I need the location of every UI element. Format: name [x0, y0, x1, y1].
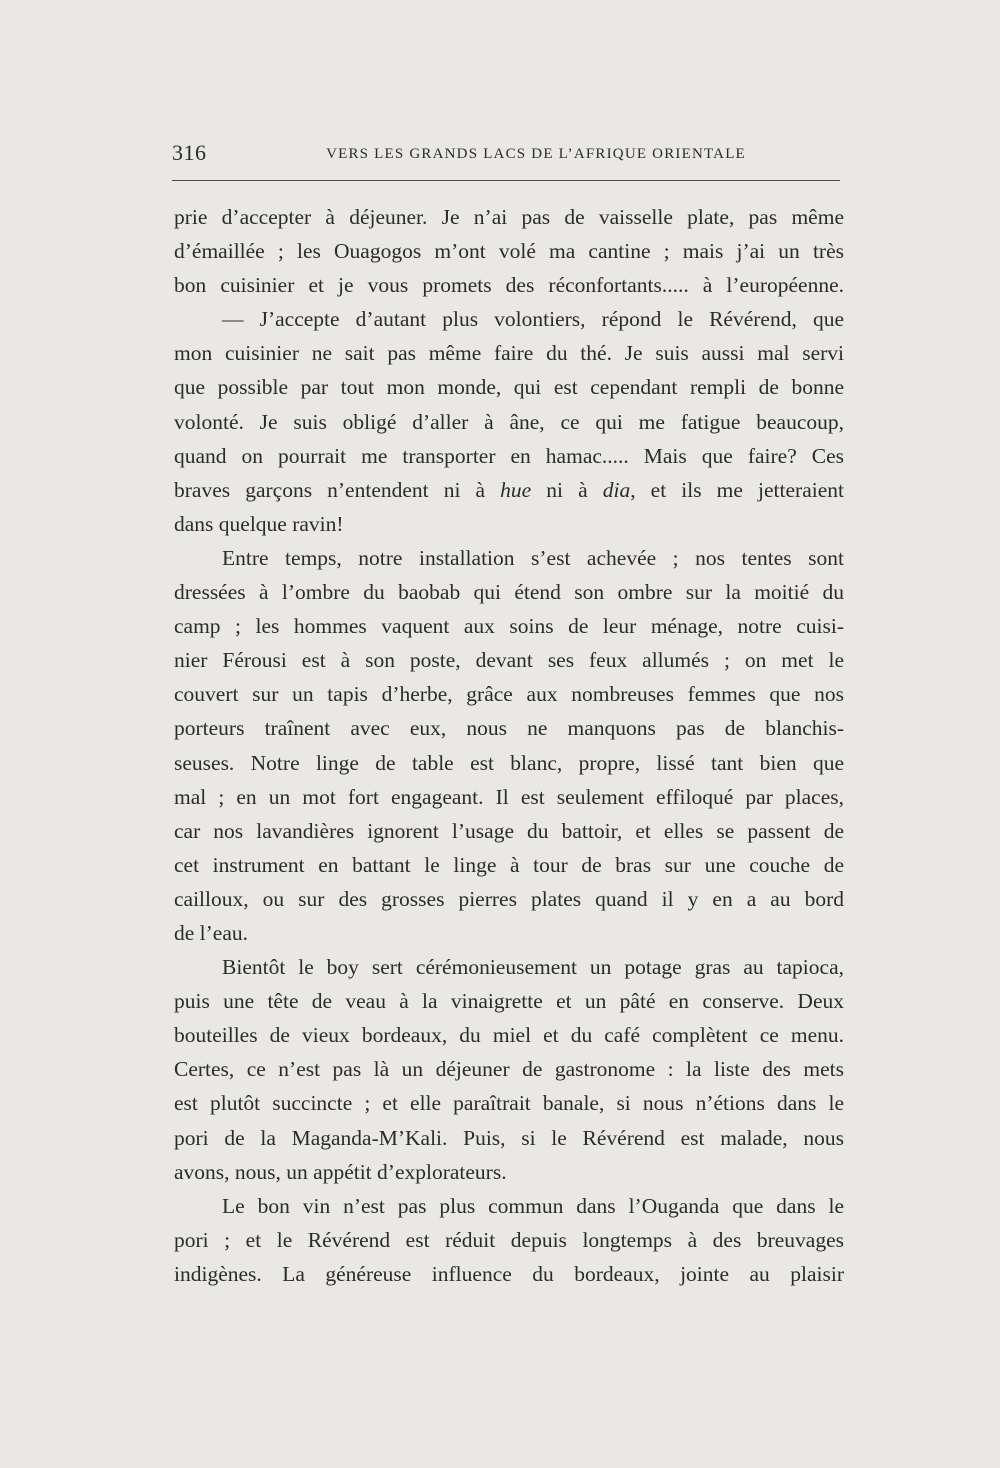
- text-line: quand on pourrait me transporter en hamac..... Mais que faire? Ces: [174, 443, 844, 468]
- italic-word: dia: [602, 477, 631, 502]
- text-line-with-italics: [174, 473, 844, 507]
- body-text: [174, 200, 844, 1291]
- text-line: — J’accepte d’autant plus volontiers, répond le Révérend, que: [222, 307, 844, 332]
- text-line: nier Férousi est à son poste, devant ses feux allumés ; on met le: [174, 648, 844, 673]
- text-fragment: ni à: [531, 477, 603, 502]
- text-line: volonté. Je suis obligé d’aller à âne, ce qui me fatigue beaucoup,: [174, 409, 844, 434]
- header-rule: [172, 180, 840, 181]
- text-line: camp ; les hommes vaquent aux soins de leur ménage, notre cuisi-: [174, 614, 844, 639]
- text-fragment: , et ils me jetteraient: [630, 477, 844, 502]
- running-head: VERS LES GRANDS LACS DE L’AFRIQUE ORIENTALE: [326, 146, 746, 162]
- text-line: dans quelque ravin!: [174, 511, 344, 536]
- text-line: mon cuisinier ne sait pas même faire du thé. Je suis aussi mal servi: [174, 341, 844, 366]
- text-line: porteurs traînent avec eux, nous ne manquons pas de blanchis-: [174, 716, 844, 741]
- page-header: [172, 138, 840, 168]
- text-fragment: braves garçons n’entendent ni à: [174, 477, 501, 502]
- text-line: cet instrument en battant le linge à tour de bras sur une couche de: [174, 852, 844, 877]
- italic-word: hue: [500, 477, 532, 502]
- text-line: Bientôt le boy sert cérémonieusement un potage gras au tapioca,: [222, 955, 844, 980]
- text-line: bon cuisinier et je vous promets des réconfortants..... à l’européenne.: [174, 273, 844, 298]
- text-line: mal ; en un mot fort engageant. Il est seulement effiloqué par places,: [174, 784, 844, 809]
- text-line: cailloux, ou sur des grosses pierres plates quand il y en a au bord: [174, 886, 844, 911]
- page-number: 316: [172, 140, 207, 165]
- text-line: avons, nous, un appétit d’explorateurs.: [174, 1159, 507, 1184]
- text-line: pori ; et le Révérend est réduit depuis longtemps à des breuvages: [174, 1227, 844, 1252]
- text-line: Certes, ce n’est pas là un déjeuner de gastronome : la liste des mets: [174, 1057, 844, 1082]
- text-line: couvert sur un tapis d’herbe, grâce aux nombreuses femmes que nos: [174, 682, 844, 707]
- text-line: seuses. Notre linge de table est blanc, propre, lissé tant bien que: [174, 750, 844, 775]
- text-line: indigènes. La généreuse influence du bordeaux, jointe au plaisir: [174, 1261, 844, 1286]
- text-line: est plutôt succincte ; et elle paraîtrait banale, si nous n’étions dans le: [174, 1091, 844, 1116]
- text-line: de l’eau.: [174, 920, 249, 945]
- text-line: car nos lavandières ignorent l’usage du battoir, et elles se passent de: [174, 818, 844, 843]
- text-line: prie d’accepter à déjeuner. Je n’ai pas de vaisselle plate, pas même: [174, 205, 844, 229]
- text-line: dressées à l’ombre du baobab qui étend son ombre sur la moitié du: [174, 580, 844, 605]
- text-line: puis une tête de veau à la vinaigrette et un pâté en conserve. Deux: [174, 989, 844, 1014]
- text-line: d’émaillée ; les Ouagogos m’ont volé ma cantine ; mais j’ai un très: [174, 239, 844, 264]
- text-line: pori de la Maganda-M’Kali. Puis, si le Révérend est malade, nous: [174, 1125, 844, 1150]
- text-line: bouteilles de vieux bordeaux, du miel et du café complètent ce menu.: [174, 1023, 844, 1048]
- text-line: Entre temps, notre installation s’est achevée ; nos tentes sont: [222, 545, 844, 570]
- text-line: que possible par tout mon monde, qui est cependant rempli de bonne: [174, 375, 844, 400]
- text-line: Le bon vin n’est pas plus commun dans l’Ouganda que dans le: [222, 1193, 844, 1218]
